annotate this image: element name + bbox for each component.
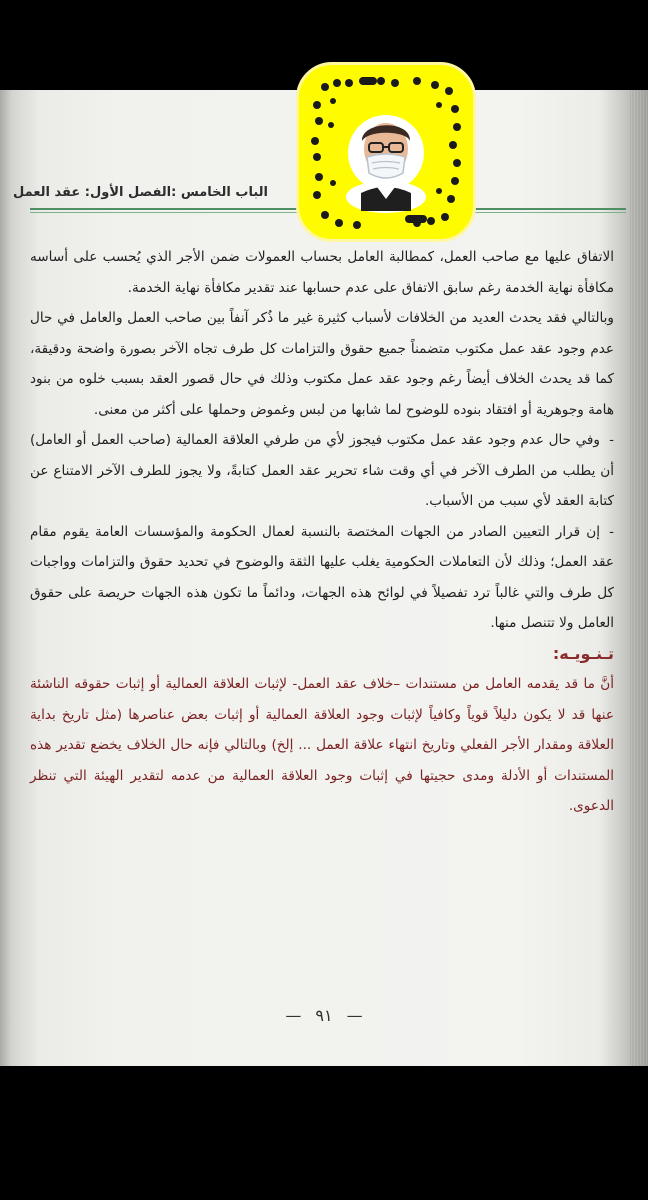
notice-title: تـنـويـه: bbox=[552, 643, 614, 663]
paragraph-2: وبالتالي فقد يحدث العديد من الخلافات لأسباب كثيرة غير ما ذُكر آنفاً بين صاحب العمل والعامل في حال عدم وجود عقد عمل مكتوب متضمناً جميع حقوق والتزامات كل طرف تجاه الآخر بصورة واضحة ودقيقة، كما قد يحدث الخلاف أيضاً رغم وجود عقد عمل مكتوب وذلك في حال قصور العقد بسبب خلوه من بنود هامة وجوهرية أو افتقاد بنوده للوضوح لما شابها من لبس وغموض وحملها على أكثر من معنى. bbox=[30, 310, 614, 418]
bullet-item-1 bbox=[30, 425, 614, 517]
body-text bbox=[30, 242, 614, 822]
snapchat-snapcode-icon[interactable] bbox=[296, 62, 476, 242]
bullet-item-2 bbox=[30, 517, 614, 639]
paragraph-1: الاتفاق عليها مع صاحب العمل، كمطالبة العامل بحساب العمولات ضمن الأجر الذي يُحسب على أساسه مكافأة نهاية الخدمة رغم سابق الاتفاق على عدم حسابها عند تقدير مكافأة نهاية الخدمة. bbox=[30, 249, 614, 296]
bitmoji-avatar bbox=[346, 115, 426, 213]
bullet-marker: - bbox=[609, 523, 614, 540]
bullet-2-text: إن قرار التعيين الصادر من الجهات المختصة بالنسبة لعمال الحكومة والمؤسسات العامة يقوم مقام عقد العمل؛ وذلك لأن التعاملات الحكومية يغلب عليها الثقة والوضوح في تحديد حقوق والتزامات وواجبات كل طرف والتي غالباً ترد تفصيلاً في لوائح هذه الجهات، ودائماً ما تكون هذه الجهات حريصة على حقوق العامل ولا تتنصل منها. bbox=[30, 523, 614, 631]
page-edge-shadow bbox=[630, 90, 648, 1066]
page-number-dash-right: — bbox=[285, 1006, 302, 1025]
notice-text: أنَّ ما قد يقدمه العامل من مستندات –خلاف عقد العمل- لإثبات العلاقة العمالية أو إثبات حقوقه الناشئة عنها قد لا يكون دليلاً قوياً وكافياً لإثبات وجود العلاقة العمالية أو إثبات بعض عناصرها (مثل تاريخ بداية العلاقة ومقدار الأجر الفعلي وتاريخ انتهاء علاقة العمل ... إلخ) وبالتالي فإنه حال الخلاف يخضع تقدير هذه المستندات أو الأدلة ومدى حجيتها في إثبات وجود العلاقة العمالية من عدمه لتقدير الهيئة التي تنظر الدعوى. bbox=[30, 676, 614, 814]
page-number-dash-left: — bbox=[346, 1006, 363, 1025]
page-number-value: ٩١ bbox=[315, 1006, 333, 1025]
page-number bbox=[0, 1006, 648, 1025]
bullet-marker: - bbox=[609, 432, 614, 448]
bullet-1-text: وفي حال عدم وجود عقد عمل مكتوب فيجوز لأي من طرفي العلاقة العمالية (صاحب العمل أو العامل) أن يطلب من الطرف الآخر في أي وقت شاء تحرير عقد العمل كتابةً، ولا يجوز للطرف الآخر الامتناع عن كتابة العقد لأي سبب من الأسباب. bbox=[30, 432, 614, 509]
snapcode-graphic bbox=[299, 65, 473, 239]
running-header: الباب الخامس :الفصل الأول: عقد العمل bbox=[13, 185, 268, 200]
